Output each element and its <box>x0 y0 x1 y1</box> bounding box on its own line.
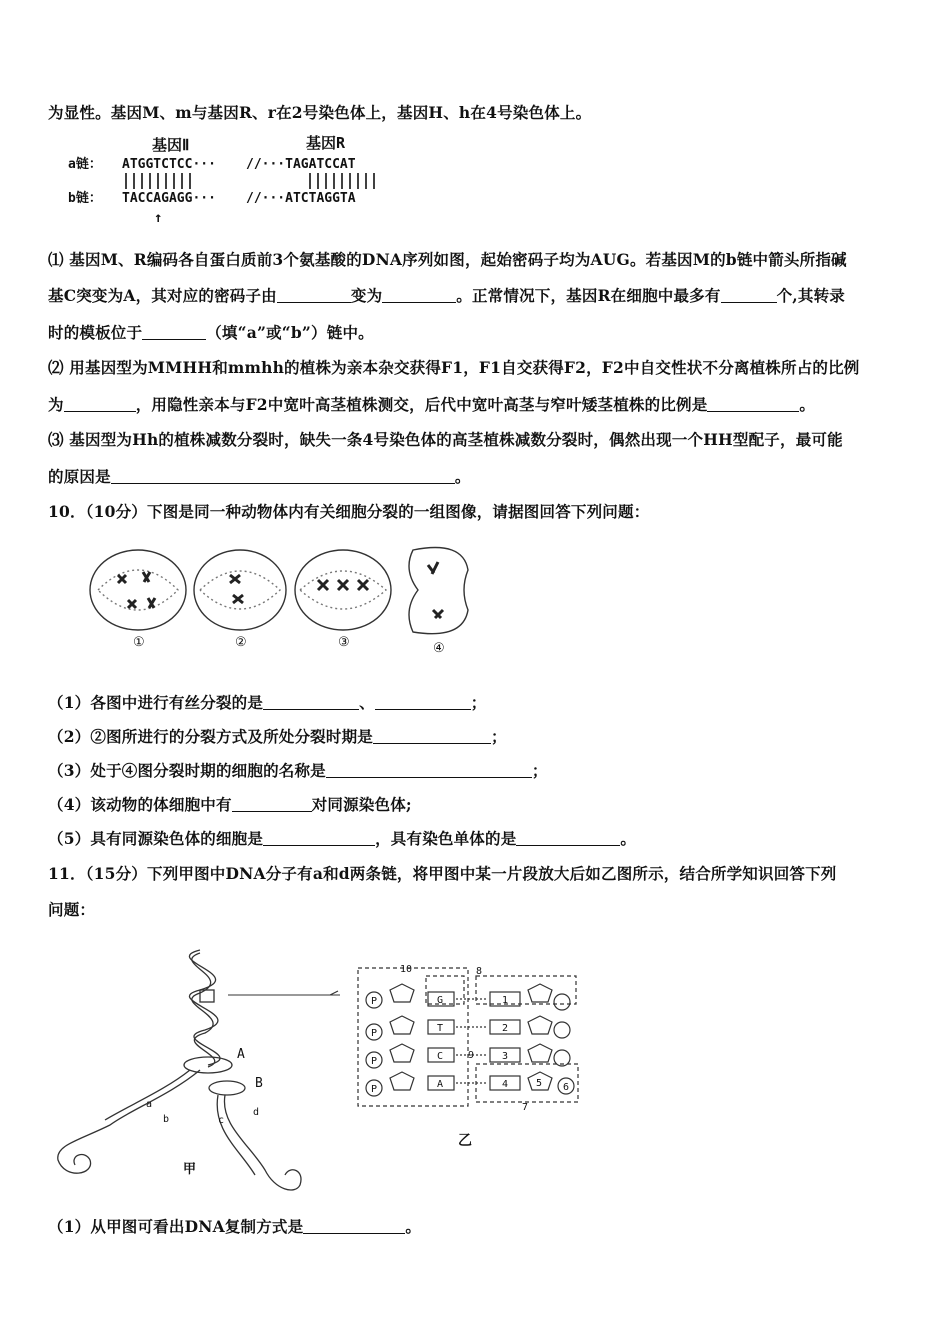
yi-base-g: G <box>437 995 444 1006</box>
chain-b-label: b链： <box>68 191 102 206</box>
answer-blank[interactable] <box>263 694 359 711</box>
nucleotide-rows <box>366 984 574 1096</box>
chain-a-label: a链： <box>68 157 102 172</box>
yi-num-2: 2 <box>502 1023 509 1034</box>
label-B: B <box>255 1076 263 1091</box>
q11-title-line2: 问题： <box>48 900 96 919</box>
label-a: a <box>146 1099 153 1110</box>
cell-4 <box>409 548 468 634</box>
mutation-arrow-icon: ↑ <box>154 210 163 225</box>
answer-blank[interactable] <box>375 694 471 711</box>
figure-label-yi: 乙 <box>458 1133 472 1149</box>
answer-blank[interactable] <box>721 287 777 304</box>
yi-label-10: 10 <box>400 964 413 975</box>
yi-label-5: 5 <box>536 1078 543 1089</box>
q10-sub1: （1）各图中进行有丝分裂的是 、 ； <box>48 693 487 712</box>
cell-label-2: ② <box>235 635 247 650</box>
q10-sub3: （3）处于④图分裂时期的细胞的名称是 ； <box>48 761 548 780</box>
chain-b-seq-right: //···ATCTAGGTA <box>246 191 356 206</box>
q11-sub1: （1）从甲图可看出DNA复制方式是 。 <box>48 1217 422 1236</box>
yi-p-1: P <box>371 996 378 1007</box>
q10-sub4: （4）该动物的体细胞中有 对同源染色体; <box>48 795 412 814</box>
figure-yi-dna-fragment <box>330 960 590 1160</box>
yi-p-2: P <box>371 1028 378 1039</box>
answer-blank[interactable] <box>707 396 799 413</box>
answer-blank[interactable] <box>232 796 312 813</box>
base-pair-bonds <box>126 173 374 189</box>
answer-blank[interactable] <box>382 287 456 304</box>
q9-part3-line2: 的原因是 。 <box>48 467 471 486</box>
yi-label-6: 6 <box>563 1082 570 1093</box>
yi-num-3: 3 <box>502 1051 509 1062</box>
cell-division-figure <box>88 540 488 660</box>
q10-sub2: （2）②图所进行的分裂方式及所处分裂时期是 ； <box>48 727 507 746</box>
answer-blank[interactable] <box>64 396 136 413</box>
q9-part3-line1: ⑶ 基因型为Hh的植株减数分裂时，缺失一条4号染色体的高茎植株减数分裂时，偶然出现一个HH型配子，最可能 <box>48 430 843 449</box>
q11-title-line1: 11．（15分）下列甲图中DNA分子有a和d两条链，将甲图中某一片段放大后如乙图所示，结合所学知识回答下列 <box>48 864 837 883</box>
q10-sub5: （5）具有同源染色体的细胞是 ，具有染色单体的是 。 <box>48 829 637 848</box>
q9-part1-line1: ⑴ 基因M、R编码各自蛋白质前3个氨基酸的DNA序列如图，起始密码子均为AUG。若基因M的b链中箭头所指碱 <box>48 250 847 269</box>
answer-blank[interactable] <box>326 762 532 779</box>
label-b: b <box>163 1114 170 1125</box>
figure-jia-dna-replication <box>50 945 340 1200</box>
answer-blank[interactable] <box>516 830 620 847</box>
yi-label-7: 7 <box>522 1102 529 1113</box>
cell-label-1: ① <box>133 635 145 650</box>
answer-blank[interactable] <box>142 324 206 341</box>
answer-blank[interactable] <box>303 1218 405 1235</box>
gene-r-label: 基因R <box>306 134 346 152</box>
cell-3 <box>295 550 391 630</box>
answer-blank[interactable] <box>263 830 375 847</box>
cell-label-4: ④ <box>433 641 445 656</box>
yi-base-a: A <box>437 1079 444 1090</box>
figure-label-jia: 甲 <box>183 1162 197 1177</box>
intro-line: 为显性。基因M、m与基因R、r在2号染色体上，基因H、h在4号染色体上。 <box>48 103 592 122</box>
gene-sequence-figure <box>66 130 406 225</box>
answer-blank[interactable] <box>373 728 491 745</box>
label-A: A <box>237 1047 245 1062</box>
yi-label-8: 8 <box>476 966 483 977</box>
label-c: c <box>218 1115 225 1126</box>
label-d: d <box>253 1107 260 1118</box>
yi-p-4: P <box>371 1084 378 1095</box>
answer-blank[interactable] <box>277 287 351 304</box>
chain-a-seq-left: ATGGTCTCC··· <box>122 157 216 172</box>
q9-part1-line2: 基C突变为A，其对应的密码子由 变为 。正常情况下，基因R在细胞中最多有 个,其转录 <box>48 286 845 305</box>
q9-part1-line3: 时的模板位于 （填“a”或“b”）链中。 <box>48 323 374 342</box>
chain-a-seq-right: //···TAGATCCAT <box>246 157 356 172</box>
yi-base-c: C <box>437 1051 444 1062</box>
cell-1 <box>90 550 186 630</box>
cell-2 <box>194 550 286 630</box>
yi-label-9: 9 <box>468 1050 475 1061</box>
yi-num-1: 1 <box>502 995 509 1006</box>
q9-part2-line1: ⑵ 用基因型为MMHH和mmhh的植株为亲本杂交获得F1，F1自交获得F2，F2中自交性状不分离植株所占的比例 <box>48 358 860 377</box>
cell-label-3: ③ <box>338 635 350 650</box>
gene-m-label: 基因Ⅱ <box>152 136 190 154</box>
q10-title: 10．（10分）下图是同一种动物体内有关细胞分裂的一组图像，请据图回答下列问题： <box>48 502 650 521</box>
answer-blank[interactable] <box>111 468 455 485</box>
yi-p-3: P <box>371 1056 378 1067</box>
chain-b-seq-left: TACCAGAGG··· <box>122 191 216 206</box>
yi-base-t: T <box>437 1023 444 1034</box>
hydrogen-bonds <box>456 999 488 1083</box>
yi-num-4: 4 <box>502 1079 509 1090</box>
q9-part2-line2: 为 ，用隐性亲本与F2中宽叶高茎植株测交，后代中宽叶高茎与窄叶矮茎植株的比例是 。 <box>48 395 816 414</box>
